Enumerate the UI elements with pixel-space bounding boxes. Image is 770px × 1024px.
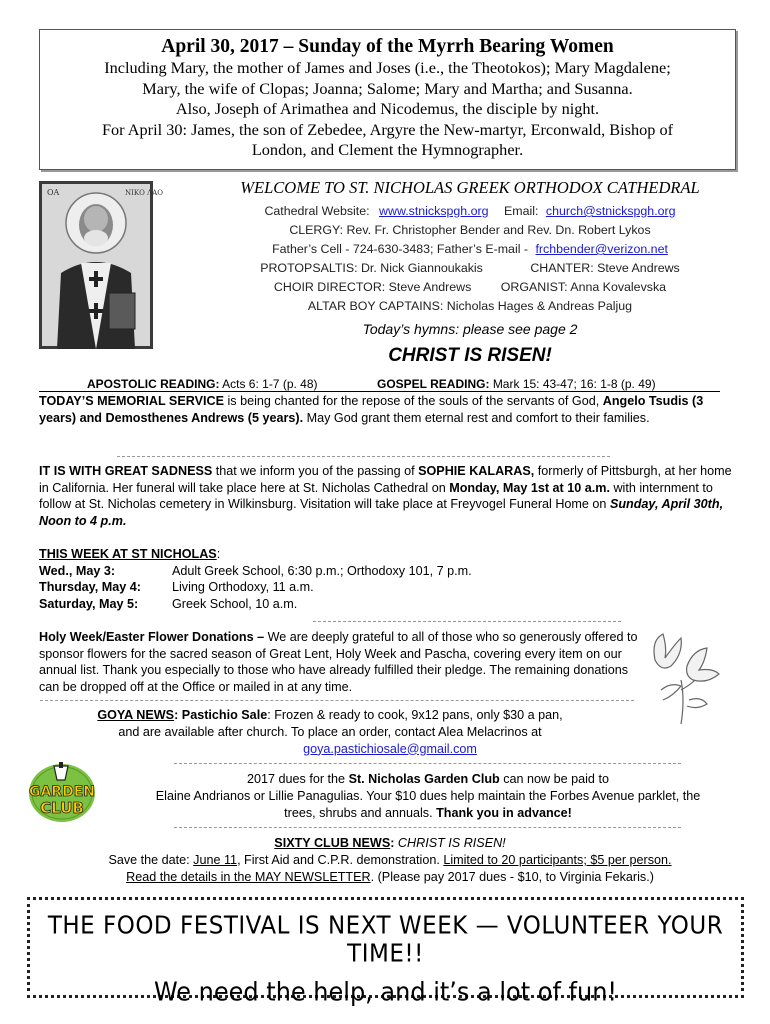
hymns-note: Today’s hymns: please see page 2 [362,321,578,337]
feast-line: Including Mary, the mother of James and Joses (i.e., the Theotokos); Mary Magdalene; [104,58,671,77]
website-link[interactable]: www.stnickspgh.org [379,204,489,218]
sixty-club-heading: SIXTY CLUB NEWS [274,836,391,850]
christ-is-risen-heading: CHRIST IS RISEN! [388,345,552,366]
choir-row [190,278,750,297]
divider [40,700,634,701]
feast-line: London, and Clement the Hymnographer. [251,140,524,160]
garden-club-logo [27,760,97,824]
garden-line-3: trees, shrubs and annuals. [284,805,437,820]
lily-flower-image [641,630,723,726]
gospel-reading-value: Mark 15: 43-47; 16: 1-8 (p. 49) [492,377,656,391]
divider [313,621,621,622]
sixty-date: June 11 [193,852,238,867]
memorial-text-end: May God grant them eternal rest and comfort to their families. [303,410,650,425]
sixty-club-news [40,835,740,885]
goya-line-1: : Frozen & ready to cook, 9x12 pans, only $30 a pan, [267,708,563,722]
memorial-lead: TODAY’S MEMORIAL SERVICE [39,394,224,408]
st-nicholas-icon-image [39,181,163,349]
schedule-day: Wed., May 3: [39,563,116,578]
apostolic-reading-label: APOSTOLIC READING: [87,377,220,391]
garden-line-2: Elaine Andrianos or Lillie Panagulias. Your $10 dues help maintain the Forbes Avenue parklet, the [155,788,701,803]
schedule-day: Thursday, May 4: [39,580,141,595]
memorial-names: Angelo Tsudis (3 years) and Demosthenes Andrews (5 years). [39,394,704,425]
newsletter-details-link[interactable]: Read the details in the MAY NEWSLETTER [126,869,371,884]
feast-line: For April 30: James, the son of Zebedee, Argyre the New-martyr, Erconwald, Bishop of [101,119,674,139]
contact-block [190,202,750,316]
funeral-date: Monday, May 1st at 10 a.m. [449,480,610,495]
this-week-colon: : [216,547,221,561]
passing-text-2: formerly of Pittsburgh, at her home in California. Her funeral will take place here at St. Nicholas Cathedral on [39,464,732,495]
feast-description [40,58,735,161]
choir-director-text: CHOIR DIRECTOR: Steve Andrews [273,280,472,294]
divider [174,763,681,764]
father-contact-row [190,240,750,259]
goya-item: Pastichio Sale [181,708,268,722]
garden-thanks: Thank you in advance! [436,805,572,820]
sixty-text: Save the date: [108,852,194,867]
gospel-reading-label: GOSPEL READING: [377,377,490,391]
schedule-text: Living Orthodoxy, 11 a.m. [172,580,314,595]
feast-line: Also, Joseph of Arimathea and Nicodemus, the disciple by night. [175,99,600,119]
sixty-dues-text: . (Please pay 2017 dues - $10, to Virginia Fekaris.) [370,869,654,884]
schedule-text: Adult Greek School, 6:30 p.m.; Orthodoxy 101, 7 p.m. [172,563,472,578]
father-email-link[interactable]: frchbender@verizon.net [535,242,668,256]
feast-title: April 30, 2017 – Sunday of the Myrrh Bearing Women [161,36,614,57]
schedule-day: Saturday, May 5: [39,596,139,611]
welcome-heading: WELCOME TO ST. NICHOLAS GREEK ORTHODOX CATHEDRAL [240,178,700,197]
email-label: Email: [504,204,539,218]
goya-line-2: and are available after church. To place an order, contact Alea Melacrinos at [118,724,542,739]
garden-club-name: St. Nicholas Garden Club [348,772,500,786]
church-email-link[interactable]: church@stnickspgh.org [545,204,676,218]
passing-text-3: with internment to follow at St. Nicholas cemetery in Wilkinsburg. Visitation will take place at Freyvogel Funeral Home on [39,480,713,512]
altar-boy-line: ALTAR BOY CAPTAINS: Nicholas Hages & Andreas Paljug [307,299,633,313]
sixty-club-tag: CHRIST IS RISEN! [397,836,506,850]
sixty-text-2: , First Aid and C.P.R. demonstration. [237,852,444,867]
clergy-line: CLERGY: Rev. Fr. Christopher Bender and Rev. Dn. Robert Lykos [289,223,651,237]
icon-caption-left: ΟΑ [47,188,60,197]
music-row [190,259,750,278]
schedule-row [39,563,639,580]
feast-box [39,29,736,170]
protopsaltis-text: PROTOPSALTIS: Dr. Nick Giannoukakis [260,261,483,275]
schedule-row [39,579,639,596]
organist-text: ORGANIST: Anna Kovalevska [500,280,667,294]
garden-text: 2017 dues for the [247,772,349,786]
garden-text-2: can now be paid to [499,772,609,786]
passing-text: that we inform you of the passing of [212,464,419,478]
this-week-heading: THIS WEEK AT ST NICHOLAS [39,547,217,561]
website-row [190,202,750,221]
goya-colon: : [174,708,182,722]
apostolic-reading-value: Acts 6: 1-7 (p. 48) [222,377,318,391]
goya-news [60,707,600,757]
sixty-limit: Limited to 20 participants; $5 per person. [443,852,672,867]
this-week-section [39,546,639,612]
food-festival-banner [27,897,744,1008]
sixty-colon: : [390,836,398,850]
passing-name: SOPHIE KALARAS, [418,464,535,478]
flower-donations-notice [39,629,639,695]
flower-donations-text: We are deeply grateful to all of those who so generously offered to sponsor flowers for the sacred season of Great Lent, Holy Week and Pascha, covering every item on our annual list. Thank you especially to those who have already fulfilled their pledge. The remaining donations can be dropped off at the Office or mailed in at any time. [39,630,638,694]
apostolic-reading [87,377,318,391]
memorial-notice [39,393,739,426]
goya-news-heading: GOYA NEWS [97,708,175,722]
gospel-reading [377,377,656,391]
goya-email-link[interactable]: goya.pastichiosale@gmail.com [303,741,477,756]
visitation-time: Sunday, April 30th, Noon to 4 p.m. [39,497,724,528]
chanter-text: CHANTER: Steve Andrews [530,261,680,275]
divider [117,456,610,457]
schedule-text: Greek School, 10 a.m. [172,596,298,611]
icon-caption-right: ΝΙΚΟ ΛΑΟ [125,189,163,197]
logo-text-club: CLUB [40,799,84,817]
flower-donations-lead: Holy Week/Easter Flower Donations – [39,630,265,644]
feast-line: Mary, the wife of Clopas; Joanna; Salome; Mary and Martha; and Susanna. [142,78,633,98]
divider [174,827,681,828]
logo-text-garden: GARDEN [28,784,96,800]
festival-line-1: THE FOOD FESTIVAL IS NEXT WEEK — VOLUNTEER YOUR TIME!! [47,911,724,969]
passing-lead: IT IS WITH GREAT SADNESS [39,464,213,478]
schedule-row [39,596,639,613]
passing-notice [39,463,733,529]
website-label: Cathedral Website: [264,204,370,218]
readings-row [39,375,720,392]
festival-line-2: We need the help, and it’s a lot of fun! [153,976,618,1008]
memorial-text: is being chanted for the repose of the souls of the servants of God, [223,394,603,408]
father-cell-text: Father’s Cell - 724-630-3483; Father’s E-mail - [272,242,529,256]
garden-club-notice [108,771,748,821]
